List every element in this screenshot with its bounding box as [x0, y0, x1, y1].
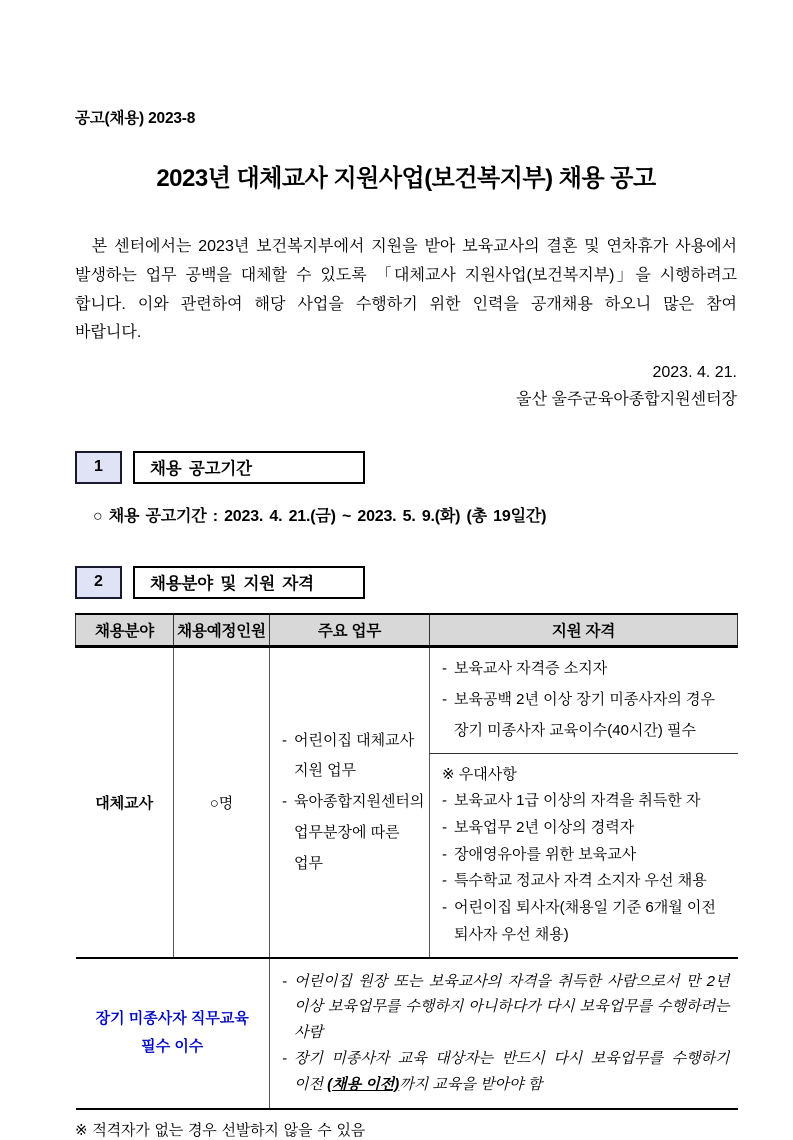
preferred-item: - 어린이집 퇴사자(채용일 기준 6개월 이전 퇴사자 우선 채용) — [440, 895, 732, 948]
recruit-table — [75, 613, 738, 1110]
page-title: 2023년 대체교사 지원사업(보건복지부) 채용 공고 — [156, 165, 656, 192]
preferred-item: - 보육업무 2년 이상의 경력자 — [440, 815, 732, 842]
qualification-item: - 보육교사 자격증 소지자 — [440, 654, 732, 685]
doc-number: 공고(채용) 2023-8 — [75, 110, 196, 127]
preferred-item: - 장애영유아를 위한 보육교사 — [440, 842, 732, 869]
cell-duties — [270, 647, 430, 958]
section-header-2 — [75, 566, 737, 599]
footer-note: ※ 적격자가 없는 경우 선발하지 않을 수 있음 — [75, 1121, 366, 1139]
education-item-text: 장기 미종사자 교육 대상자는 반드시 다시 보육업무를 수행하기 이전 — [294, 1049, 730, 1093]
col-header-field: 채용분야 — [76, 614, 174, 647]
education-item-text: 까지 교육을 받아야 함 — [399, 1075, 543, 1093]
col-header-qualifications: 지원 자격 — [430, 614, 738, 647]
preferred-item: - 보육교사 1급 이상의 자격을 취득한 자 — [440, 788, 732, 815]
education-item — [280, 969, 730, 1046]
recruit-period-line: ○ 채용 공고기간 : 2023. 4. 21.(금) ~ 2023. 5. 9.(화) (총 19일간) — [93, 507, 547, 525]
cell-field: 대체교사 — [95, 795, 154, 812]
preferred-item: - 특수학교 정교사 자격 소지자 우선 채용 — [440, 868, 732, 895]
duty-item: - 어린이집 대체교사 지원 업무 — [280, 726, 423, 788]
cell-education-detail — [270, 958, 738, 1109]
section-title: 채용 공고기간 — [133, 451, 365, 484]
section-number-badge: 1 — [75, 451, 122, 484]
col-header-duties: 주요 업무 — [270, 614, 430, 647]
doc-signer: 울산 울주군육아종합지원센터장 — [516, 390, 737, 408]
education-item-emphasis: (채용 이전) — [327, 1075, 400, 1093]
qualification-item: - 보육공백 2년 이상 장기 미종사자의 경우 장기 미종사자 교육이수(40시간) 필수 — [440, 685, 732, 747]
cell-qualifications-preferred — [430, 753, 738, 957]
education-item — [280, 1046, 730, 1098]
education-item-text: 어린이집 원장 또는 보육교사의 자격을 취득한 사람으로서 만 2년 이상 보육업무를 수행하지 아니하다가 다시 보육업무를 수행하려는 사람 — [294, 972, 730, 1042]
section-number-badge: 2 — [75, 566, 122, 599]
doc-date: 2023. 4. 21. — [652, 364, 737, 382]
intro-paragraph: 본 센터에서는 2023년 보건복지부에서 지원을 받아 보육교사의 결혼 및 연차휴가 사용에서 발생하는 업무 공백을 대체할 수 있도록 「대체교사 지원사업(보건복지부)」을 시행하려고 합니다. 이와 관련하여 해당 사업을 수행하기 위한 인력을 공개채용 하오니 많은 참여 바랍니다. — [75, 238, 737, 342]
cell-education-label: 장기 미종사자 직무교육 필수 이수 — [76, 958, 270, 1109]
table-row — [76, 647, 738, 753]
col-header-headcount: 채용예정인원 — [174, 614, 270, 647]
preferred-title: ※ 우대사항 — [442, 765, 517, 783]
table-row — [76, 958, 738, 1109]
cell-headcount: ○명 — [174, 647, 270, 958]
table-header-row — [76, 614, 738, 647]
cell-qualifications-required — [430, 647, 738, 753]
section-title: 채용분야 및 지원 자격 — [133, 566, 365, 599]
duty-item: - 육아종합지원센터의 업무분장에 따른 업무 — [280, 787, 423, 879]
section-header-1 — [75, 451, 737, 484]
dateline — [75, 360, 737, 413]
